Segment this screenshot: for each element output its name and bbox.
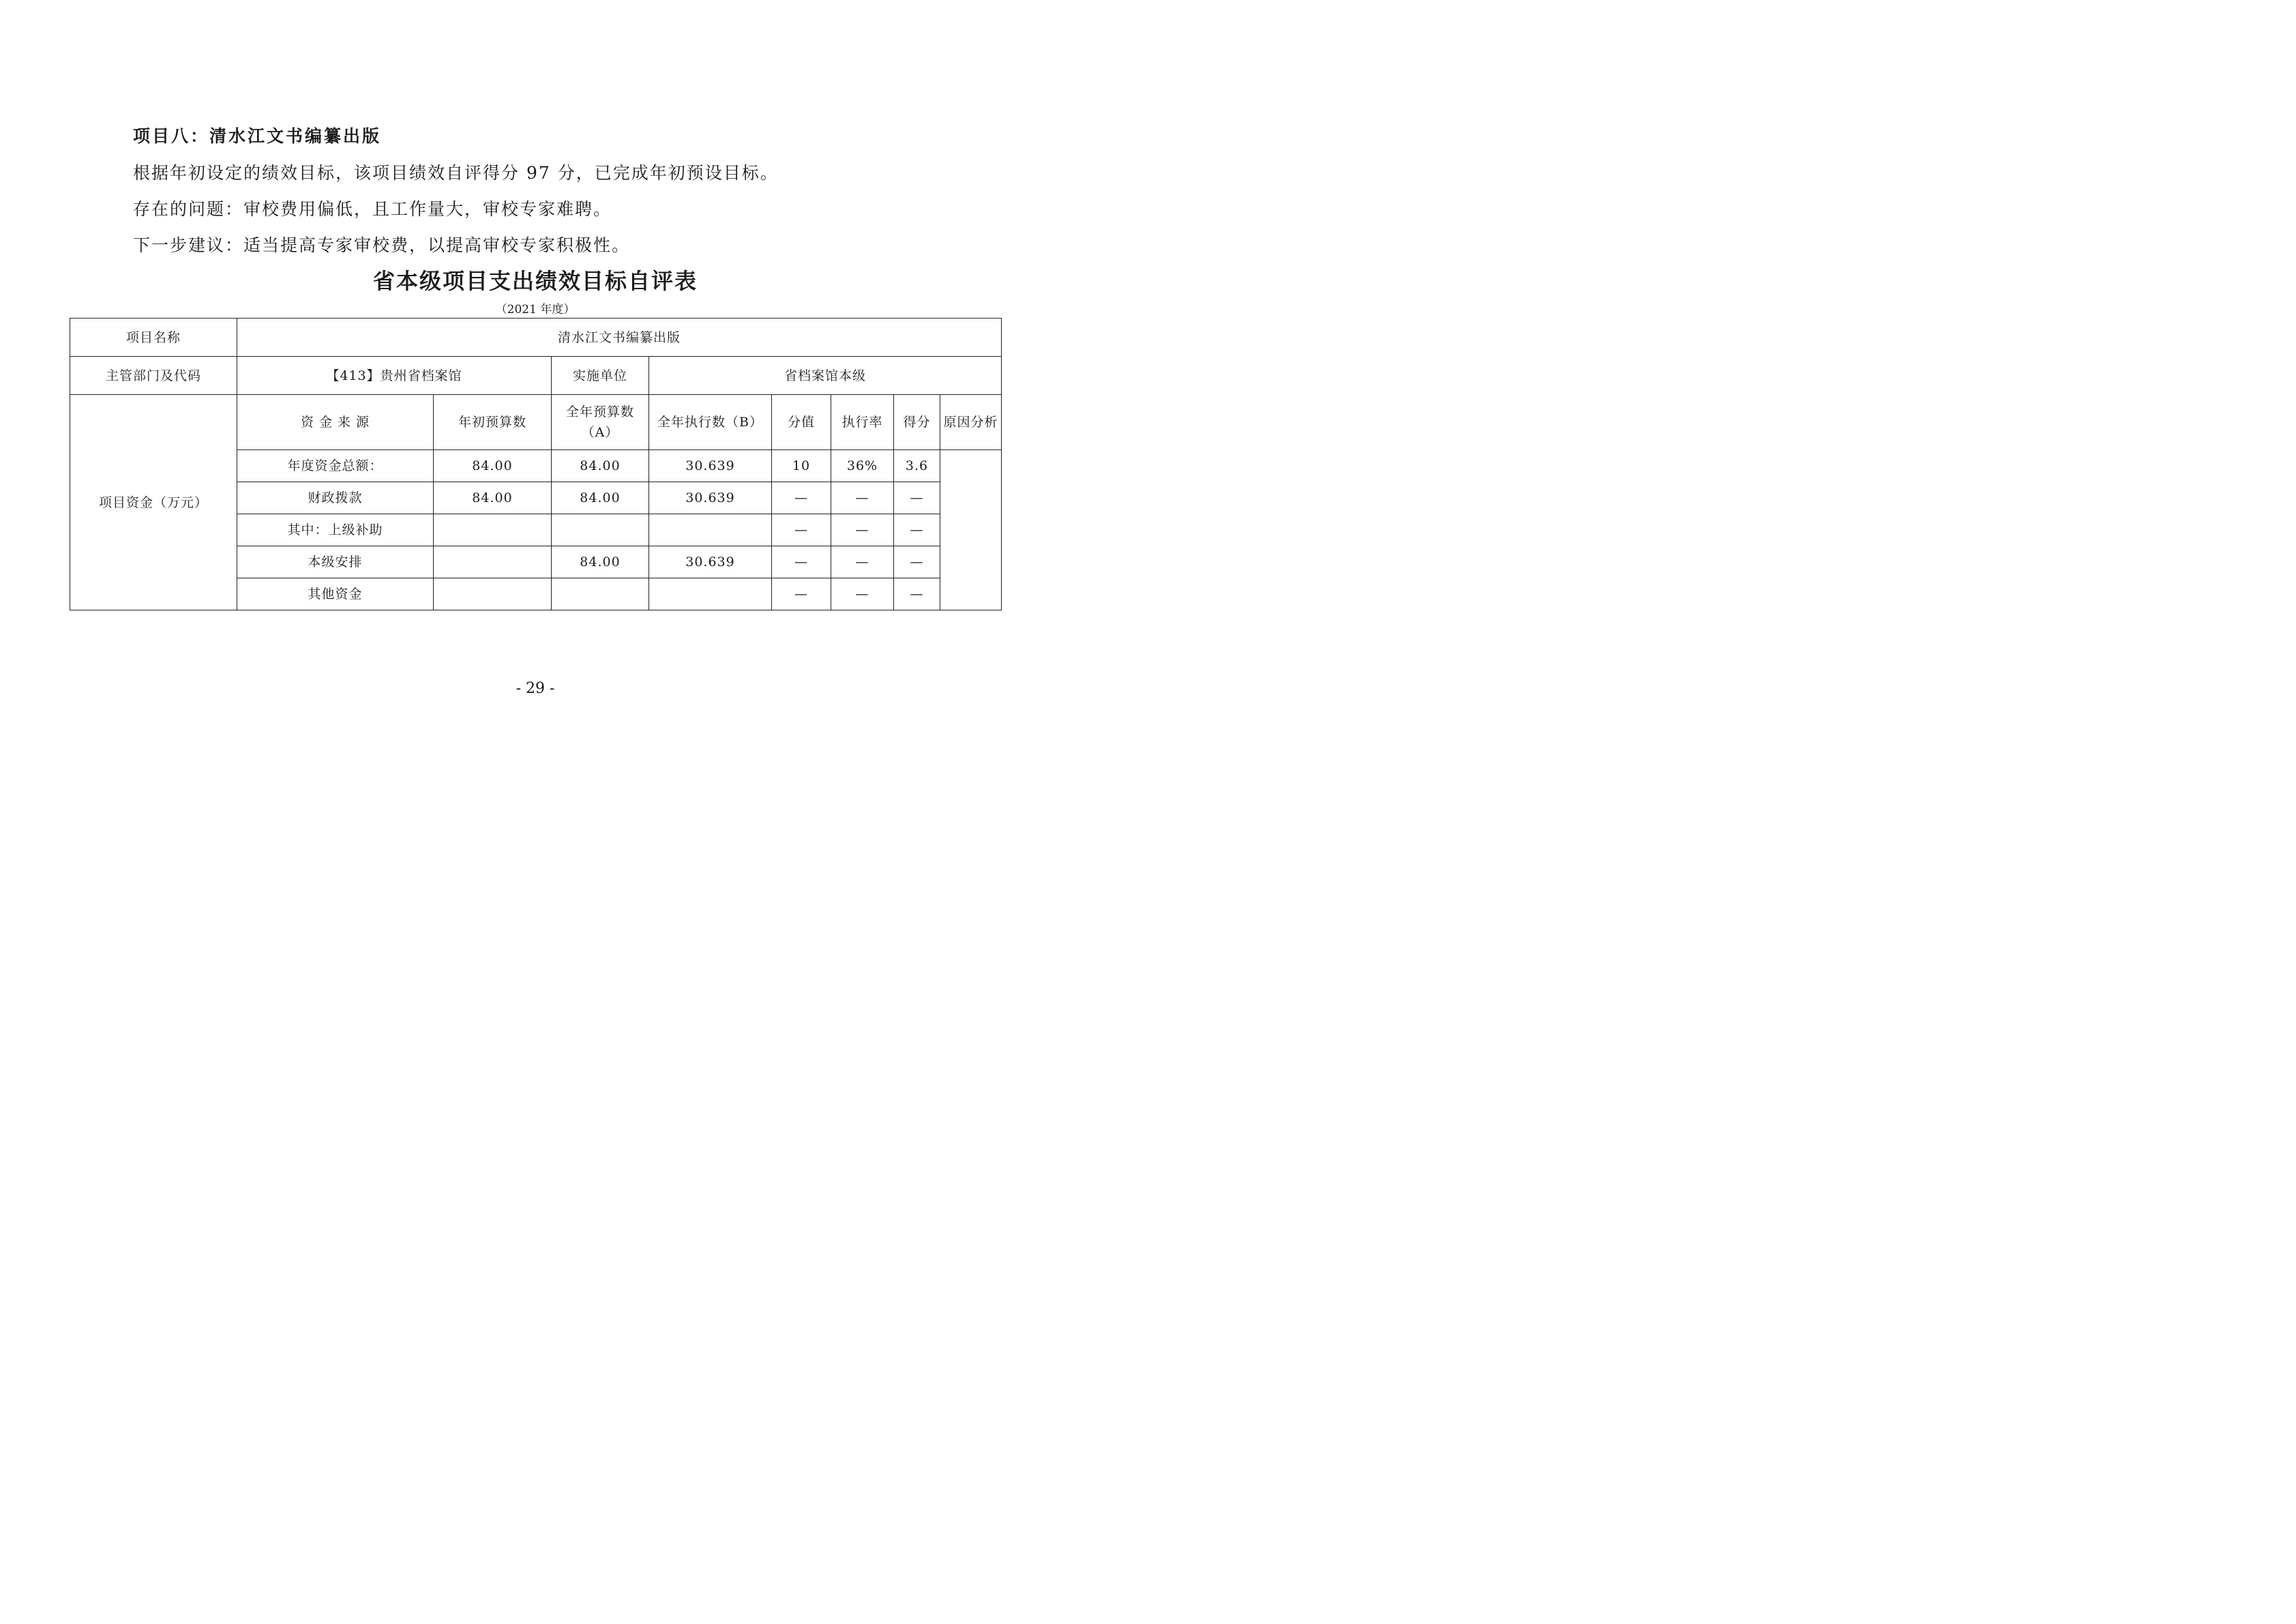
executed-cell: 30.639	[649, 450, 772, 482]
initial-budget-cell	[434, 546, 552, 578]
rate-cell: 36%	[831, 450, 894, 482]
initial-budget-cell: 84.00	[434, 482, 552, 514]
fund-source: 财政拨款	[237, 482, 434, 514]
score-cell: —	[894, 578, 940, 610]
score-cell: —	[894, 546, 940, 578]
fund-source: 其中：上级补助	[237, 514, 434, 546]
header-source: 资 金 来 源	[237, 395, 434, 450]
header-executed: 全年执行数（B）	[649, 395, 772, 450]
annual-budget-cell	[552, 514, 649, 546]
initial-budget-cell	[434, 514, 552, 546]
weight-cell: 10	[772, 450, 831, 482]
rate-cell: —	[831, 482, 894, 514]
annual-budget-cell: 84.00	[552, 546, 649, 578]
executed-cell: 30.639	[649, 546, 772, 578]
annual-budget-cell: 84.00	[552, 482, 649, 514]
weight-cell: —	[772, 546, 831, 578]
funds-header-row	[70, 395, 1002, 450]
annual-budget-cell: 84.00	[552, 450, 649, 482]
department-value: 【413】贵州省档案馆	[237, 357, 552, 395]
header-initial-budget: 年初预算数	[434, 395, 552, 450]
rate-cell: —	[831, 578, 894, 610]
summary-paragraph: 根据年初设定的绩效目标，该项目绩效自评得分 97 分，已完成年初预设目标。	[133, 163, 779, 183]
score-cell: —	[894, 482, 940, 514]
fund-source: 其他资金	[237, 578, 434, 610]
header-execution-rate: 执行率	[831, 395, 894, 450]
implementing-unit-value: 省档案馆本级	[649, 357, 1002, 395]
suggestions-paragraph: 下一步建议：适当提高专家审校费，以提高审校专家积极性。	[133, 235, 631, 255]
project-name-row	[70, 319, 1002, 357]
header-reason: 原因分析	[940, 395, 1002, 450]
weight-cell: —	[772, 482, 831, 514]
funds-label: 项目资金（万元）	[70, 395, 237, 610]
header-weight: 分值	[772, 395, 831, 450]
executed-cell: 30.639	[649, 482, 772, 514]
rate-cell: —	[831, 514, 894, 546]
form-title: 省本级项目支出绩效目标自评表	[372, 268, 698, 294]
evaluation-table	[70, 318, 1002, 610]
project-name-label: 项目名称	[70, 319, 237, 357]
reason-cell	[940, 450, 1002, 610]
executed-cell	[649, 514, 772, 546]
page-number: - 29 -	[516, 680, 555, 697]
weight-cell: —	[772, 514, 831, 546]
fund-source: 本级安排	[237, 546, 434, 578]
implementing-unit-label: 实施单位	[552, 357, 649, 395]
fund-source: 年度资金总额：	[237, 450, 434, 482]
form-year: （2021 年度）	[495, 303, 576, 316]
department-label: 主管部门及代码	[70, 357, 237, 395]
project-name-value: 清水江文书编纂出版	[237, 319, 1002, 357]
department-row	[70, 357, 1002, 395]
initial-budget-cell: 84.00	[434, 450, 552, 482]
annual-budget-cell	[552, 578, 649, 610]
score-cell: —	[894, 514, 940, 546]
rate-cell: —	[831, 546, 894, 578]
score-cell: 3.6	[894, 450, 940, 482]
header-annual-budget: 全年预算数（A）	[552, 395, 649, 450]
header-score: 得分	[894, 395, 940, 450]
executed-cell	[649, 578, 772, 610]
weight-cell: —	[772, 578, 831, 610]
problems-paragraph: 存在的问题：审校费用偏低，且工作量大，审校专家难聘。	[133, 199, 612, 219]
section-heading: 项目八：清水江文书编纂出版	[133, 126, 382, 146]
initial-budget-cell	[434, 578, 552, 610]
